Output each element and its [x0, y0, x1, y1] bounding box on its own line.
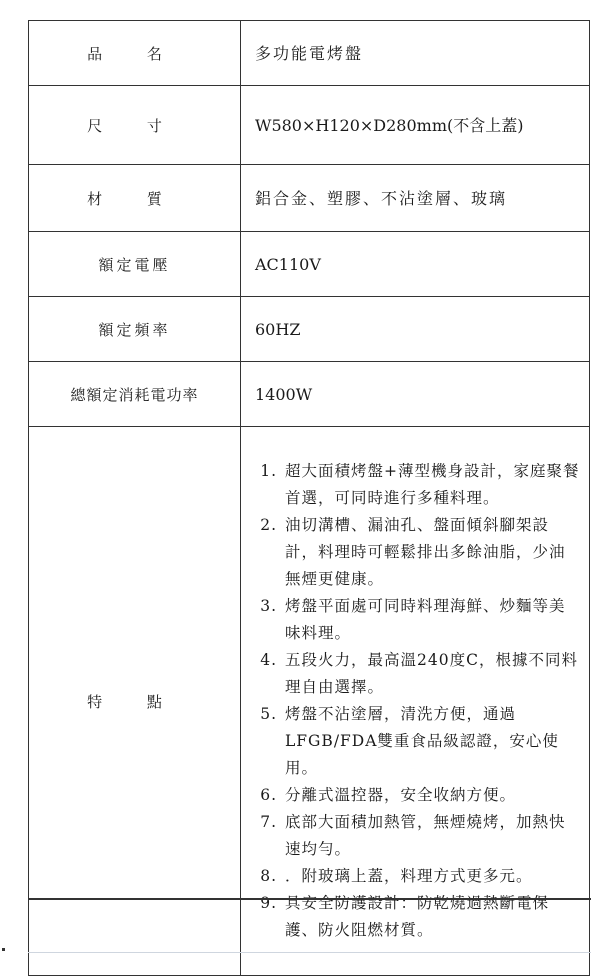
list-item: 4. 五段火力，最高溫240度C，根據不同料理自由選擇。 — [283, 647, 581, 701]
list-item: 5. 烤盤不沾塗層，清洗方便，通過LFGB/FDA雙重食品級認證，安心使用。 — [283, 701, 581, 782]
spec-value: 多功能電烤盤 — [241, 21, 590, 86]
list-item: 3. 烤盤平面處可同時料理海鮮、炒麵等美味料理。 — [283, 593, 581, 647]
spec-row-rated-voltage — [29, 232, 590, 297]
list-item: 1. 超大面積烤盤+薄型機身設計，家庭聚餐首選，可同時進行多種料理。 — [283, 458, 581, 512]
bottom-divider — [28, 898, 591, 900]
spec-row-material — [29, 165, 590, 232]
spec-row-rated-frequency — [29, 297, 590, 362]
spec-value: W580×H120×D280mm(不含上蓋) — [241, 86, 590, 165]
list-item: 6. 分離式溫控器，安全收納方便。 — [283, 782, 581, 809]
spec-value: AC110V — [241, 232, 590, 297]
stray-dot — [2, 948, 5, 951]
spec-value: 60HZ — [241, 297, 590, 362]
spec-row-features — [29, 427, 590, 976]
list-item: 9. 具安全防護設計：防乾燒過熱斷電保護、防火阻燃材質。 — [283, 890, 581, 944]
bottom-faint-line — [28, 952, 591, 953]
spec-label: 品 名 — [29, 21, 241, 86]
list-item: 2. 油切溝槽、漏油孔、盤面傾斜腳架設計，料理時可輕鬆排出多餘油脂，少油無煙更健康。 — [283, 512, 581, 593]
spec-label: 額定電壓 — [29, 232, 241, 297]
spec-label: 額定頻率 — [29, 297, 241, 362]
spec-label: 總額定消耗電功率 — [29, 362, 241, 427]
list-item: 8. ．附玻璃上蓋，料理方式更多元。 — [283, 863, 581, 890]
spec-table — [28, 20, 590, 976]
spec-label: 材 質 — [29, 165, 241, 232]
spec-value: 鋁合金、塑膠、不沾塗層、玻璃 — [241, 165, 590, 232]
spec-value: 1400W — [241, 362, 590, 427]
list-item: 7. 底部大面積加熱管，無煙燒烤，加熱快速均勻。 — [283, 809, 581, 863]
features-list — [255, 458, 581, 944]
features-label: 特 點 — [29, 427, 241, 976]
spec-row-rated-power — [29, 362, 590, 427]
features-cell — [241, 427, 590, 976]
spec-label: 尺 寸 — [29, 86, 241, 165]
spec-row-product-name — [29, 21, 590, 86]
spec-row-dimensions — [29, 86, 590, 165]
